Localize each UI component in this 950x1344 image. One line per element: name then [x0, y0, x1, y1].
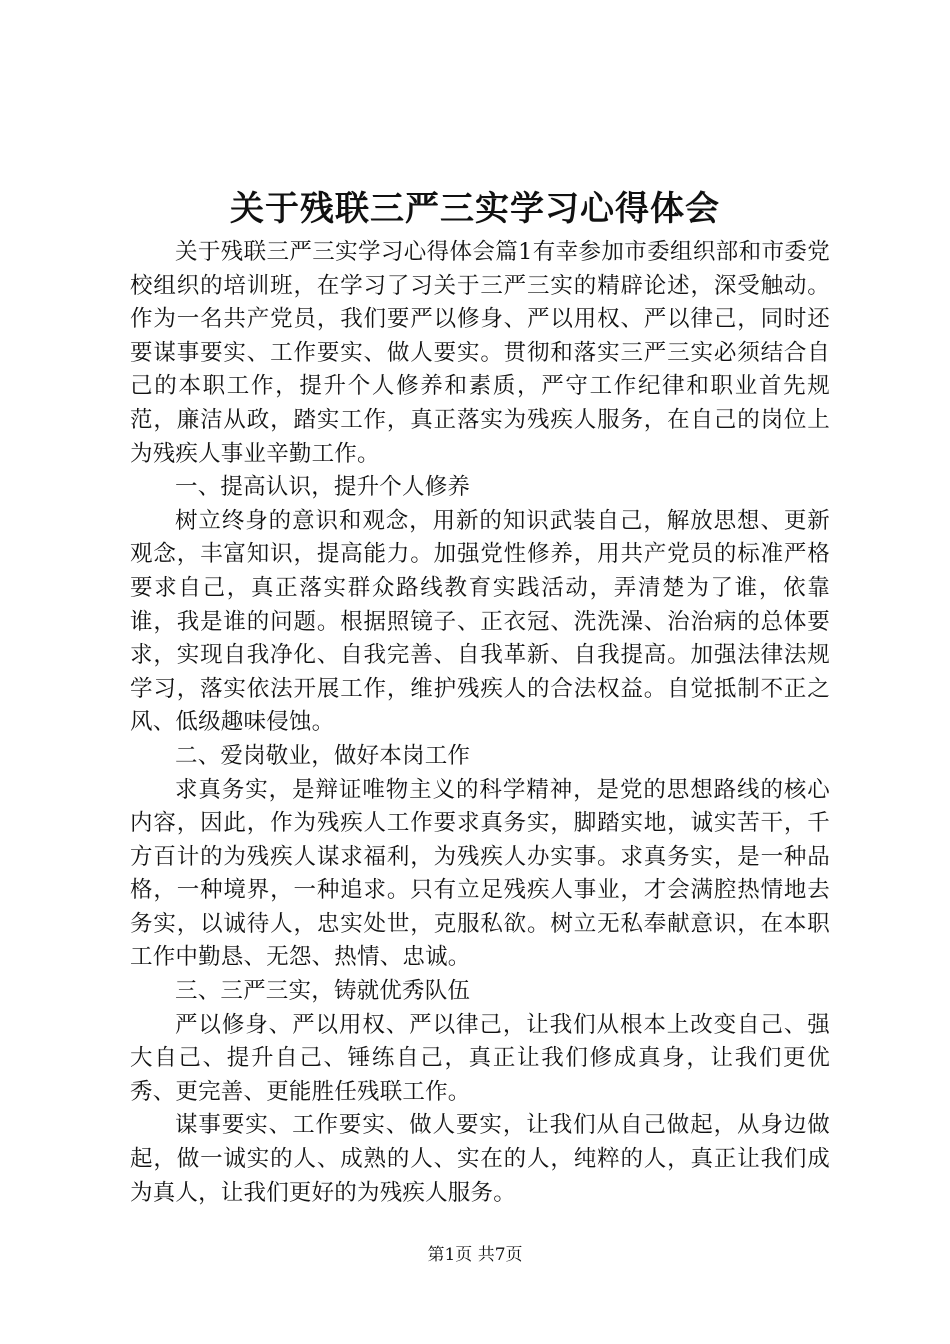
page-number-footer: 第1页 共7页: [427, 1245, 523, 1265]
section-heading-3: 三、三严三实，铸就优秀队伍: [175, 978, 471, 1005]
paragraph-section-1: 树立终身的意识和观念，用新的知识武装自己，解放思想、更新观念，丰富知识，提高能力。加强党性修养，用共产党员的标准严格要求自己，真正落实群众路线教育实践活动，弄清楚为了谁，依靠谁，我是谁的问题。根据照镜子、正衣冠、洗洗澡、治治病的总体要求，实现自我净化、自我完善、自我革新、自我提高。加强法律法规学习，落实依法开展工作，维护残疾人的合法权益。自觉抵制不正之风、低级趣味侵蚀。: [130, 507, 830, 736]
section-heading-1: 一、提高认识，提升个人修养: [175, 474, 471, 501]
document-body: [130, 236, 830, 1210]
paragraph-section-3b: 谋事要实、工作要实、做人要实，让我们从自己做起，从身边做起，做一诚实的人、成熟的人、实在的人，纯粹的人，真正让我们成为真人，让我们更好的为残疾人服务。: [130, 1112, 830, 1206]
paragraph-intro: 关于残联三严三实学习心得体会篇1有幸参加市委组织部和市委党校组织的培训班，在学习了习关于三严三实的精辟论述，深受触动。作为一名共产党员，我们要严以修身、严以用权、严以律己，同时还要谋事要实、工作要实、做人要实。贯彻和落实三严三实必须结合自己的本职工作，提升个人修养和素质，严守工作纪律和职业首先规范，廉洁从政，踏实工作，真正落实为残疾人服务，在自己的岗位上为残疾人事业辛勤工作。: [130, 239, 830, 467]
paragraph-section-2: 求真务实，是辩证唯物主义的科学精神，是党的思想路线的核心内容，因此，作为残疾人工作要求真务实，脚踏实地，诚实苦干，千方百计的为残疾人谋求福利，为残疾人办实事。求真务实，是一种品格，一种境界，一种追求。只有立足残疾人事业，才会满腔热情地去务实，以诚待人，忠实处世，克服私欲。树立无私奉献意识，在本职工作中勤恳、无怨、热情、忠诚。: [130, 776, 830, 971]
paragraph-section-3a: 严以修身、严以用权、严以律己，让我们从根本上改变自己、强大自己、提升自己、锤练自己，真正让我们修成真身，让我们更优秀、更完善、更能胜任残联工作。: [130, 1011, 830, 1105]
document-title: 关于残联三严三实学习心得体会: [230, 189, 720, 229]
section-heading-2: 二、爱岗敬业，做好本岗工作: [175, 742, 471, 769]
